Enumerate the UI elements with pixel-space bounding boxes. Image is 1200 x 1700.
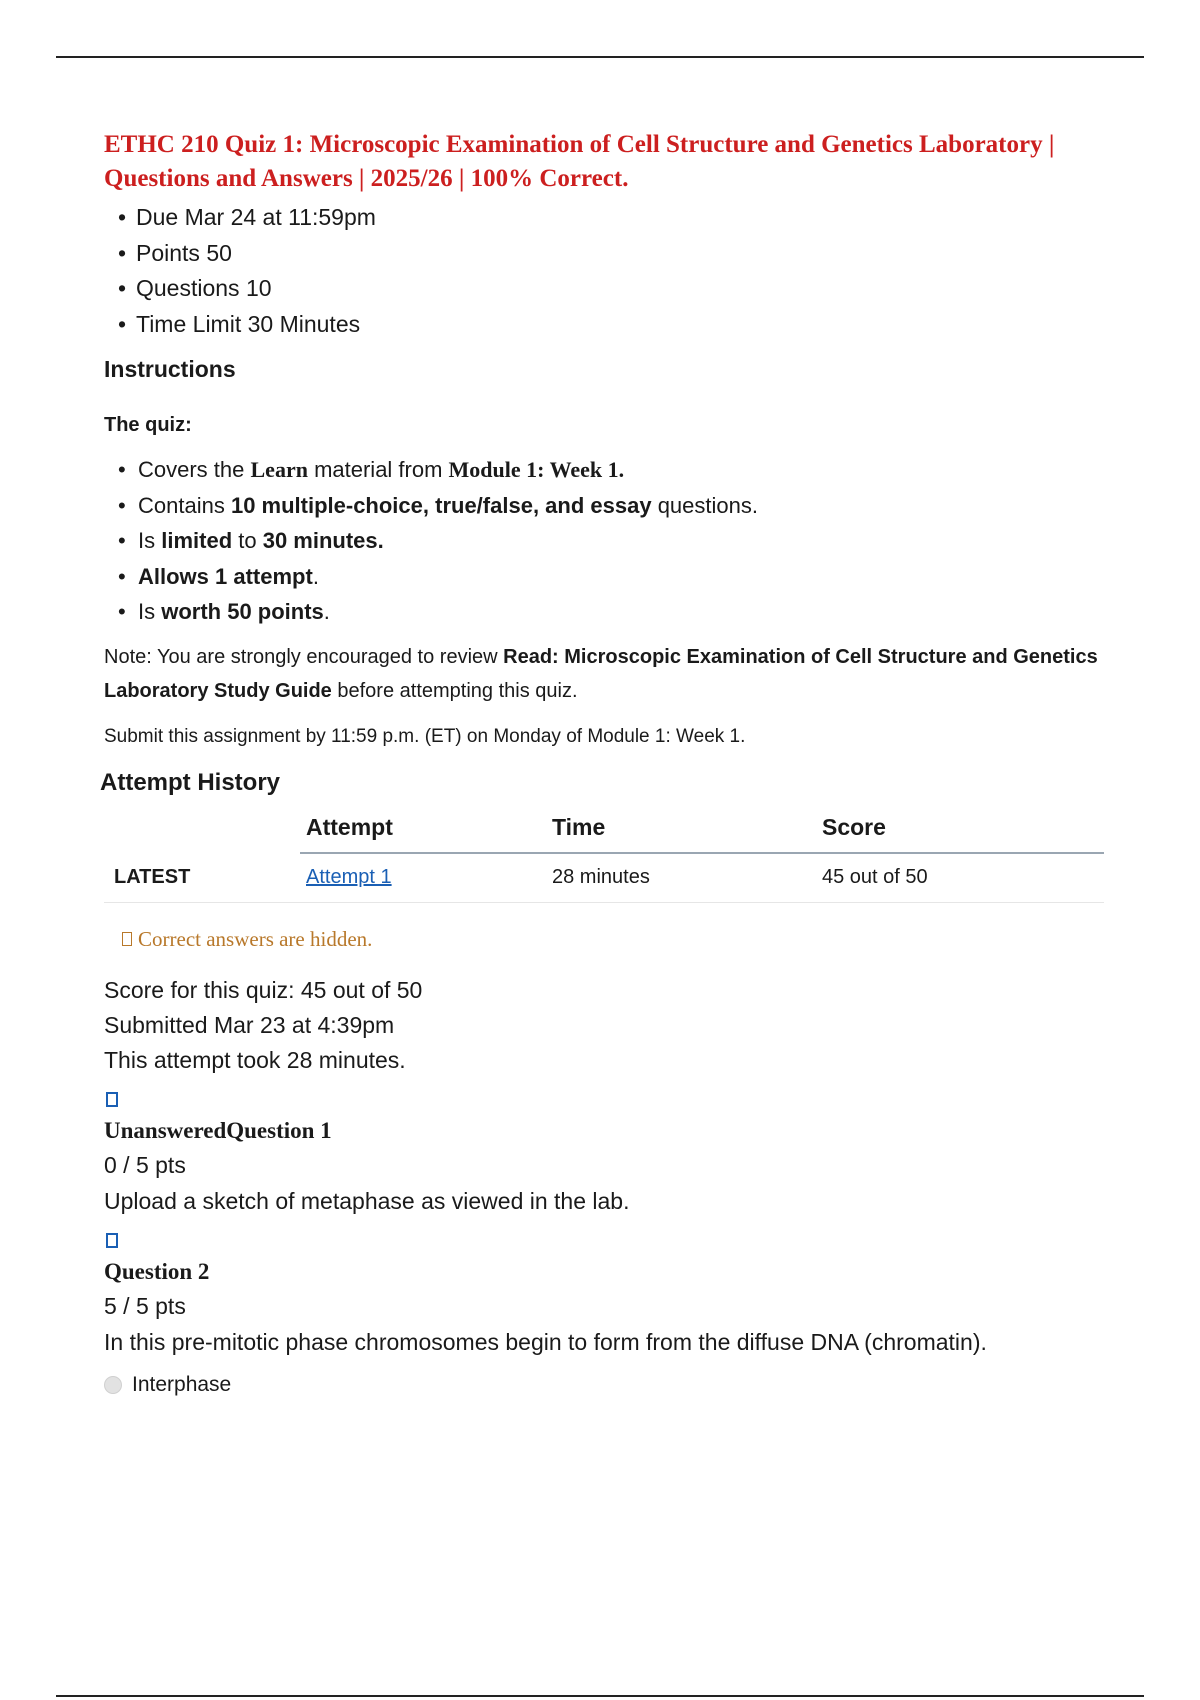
radio-icon[interactable]	[104, 1376, 122, 1394]
rule-contains: • Contains 10 multiple-choice, true/false, and essay questions.	[118, 488, 1104, 524]
attempt-score: 45 out of 50	[816, 853, 1104, 903]
due-date: • Due Mar 24 at 11:59pm	[118, 200, 1104, 236]
quiz-meta-list	[104, 200, 1104, 342]
question-1	[104, 1092, 1104, 1219]
rule-attempts: • Allows 1 attempt.	[118, 559, 1104, 595]
attempt-1-link[interactable]: Attempt 1	[306, 866, 392, 888]
time-limit: • Time Limit 30 Minutes	[118, 307, 1104, 343]
flag-icon[interactable]	[106, 1092, 118, 1107]
question-text: Upload a sketch of metaphase as viewed in the lab.	[104, 1187, 630, 1214]
col-attempt: Attempt	[300, 804, 546, 853]
question-title: UnansweredQuestion 1	[104, 1117, 332, 1143]
top-rule	[56, 56, 1144, 58]
attempt-history-heading: Attempt History	[100, 768, 281, 796]
question-points: 5 / 5 pts	[104, 1292, 186, 1319]
attempt-duration: This attempt took 28 minutes.	[104, 1046, 406, 1073]
info-icon	[122, 932, 132, 946]
points: • Points 50	[118, 236, 1104, 272]
question-points: 0 / 5 pts	[104, 1151, 186, 1178]
flag-icon[interactable]	[106, 1233, 118, 1248]
quiz-score: Score for this quiz: 45 out of 50	[104, 976, 423, 1003]
study-guide-note: Note: You are strongly encouraged to review Read: Microscopic Examination of Cell Structure and Genetics Laboratory Study Guide before attempting this quiz.	[104, 645, 1098, 702]
rule-covers: • Covers the Learn material from Module 1: Week 1.	[118, 452, 1104, 488]
answer-option-label: Interphase	[132, 1372, 232, 1396]
col-time: Time	[546, 804, 816, 853]
attempt-history-table	[104, 804, 1104, 903]
col-score: Score	[816, 804, 1104, 853]
quiz-label: The quiz:	[104, 414, 192, 436]
question-text: In this pre-mitotic phase chromosomes begin to form from the diffuse DNA (chromatin).	[104, 1328, 987, 1355]
question-count: • Questions 10	[118, 271, 1104, 307]
question-title: Question 2	[104, 1258, 210, 1284]
instructions-heading: Instructions	[104, 356, 236, 382]
answer-option[interactable]	[104, 1370, 1104, 1400]
score-summary	[104, 973, 1104, 1078]
latest-label: LATEST	[104, 853, 300, 903]
rule-worth: • Is worth 50 points.	[118, 594, 1104, 630]
rule-limited: • Is limited to 30 minutes.	[118, 523, 1104, 559]
question-2	[104, 1233, 1104, 1400]
page-title: ETHC 210 Quiz 1: Microscopic Examination of Cell Structure and Genetics Laboratory | Questions and Answers | 2025/26 | 100% Correct.	[104, 131, 1055, 192]
submission-deadline: Submit this assignment by 11:59 p.m. (ET) on Monday of Module 1: Week 1.	[104, 725, 746, 747]
quiz-rules-list	[104, 452, 1104, 630]
answers-hidden-note: Correct answers are hidden.	[122, 925, 1104, 953]
bottom-rule	[56, 1695, 1144, 1697]
table-row	[104, 853, 1104, 903]
quiz-page	[100, 128, 1104, 1400]
submitted-date: Submitted Mar 23 at 4:39pm	[104, 1011, 395, 1038]
attempt-time: 28 minutes	[546, 853, 816, 903]
